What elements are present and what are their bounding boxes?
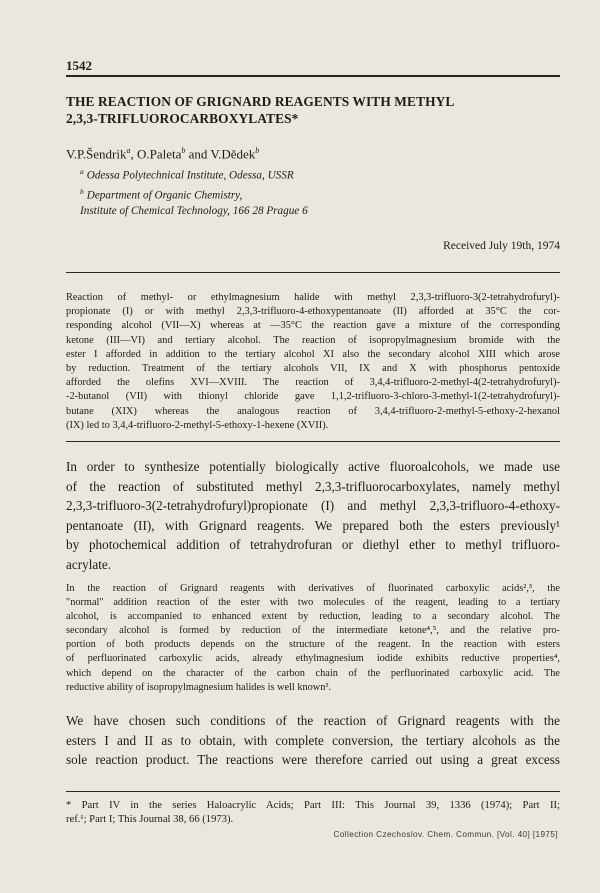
paragraph-line: which depend on the character of the carbon chain of the perfluorinated carboxylic acid. The [66,667,560,679]
footnote-rule [66,791,560,792]
footnote-line: ref.¹; Part I; This Journal 38, 66 (1973). [66,814,234,825]
affiliation-b-line-2: Institute of Chemical Technology, 166 28 Prague 6 [80,205,308,218]
paragraph-intro [66,457,560,574]
header-rule [66,75,560,77]
paragraph-line: reductive ability of isopropylmagnesium halides is well known³. [66,681,332,693]
page-number: 1542 [66,58,92,73]
affiliation-a: $^a$ Odessa Polytechnical Institute, Odessa, USSR [80,167,294,182]
abstract-line: by reduction. Treatment of the tertiary alcohols VII, IX and X with phosphorus pentoxide [66,363,560,375]
title-line-2: 2,3,3-TRIFLUOROCARBOXYLATES* [66,111,299,126]
author-3: V.Dědek [210,146,256,162]
abstract-line: ester I afforded in addition to the tertiary alcohol XI also the secondary alcohol XIII which arose [66,348,560,360]
paragraph-line: esters I and II as to obtain, with complete conversion, the tertiary alcohols as the [66,732,560,748]
paragraph-line: We have chosen such conditions of the reaction of Grignard reagents with the [66,713,560,728]
abstract-line: afforded the olefins XVI—XVIII. The reaction of 3,4,4-trifluoro-2-methyl-4(2-tetrahydrofuryl)- [66,377,560,389]
received-date: Received July 19th, 1974 [443,240,560,252]
author-1-affil: a [126,146,131,155]
abstract-line: butane (XIX) whereas the analogous reaction of 3,4,4-trifluoro-2-methyl-5-ethoxy-2-hexanol [66,405,560,417]
author-list: V.P.Šendrik$^a$, O.Paleta$^b$ and V.Dědek$^b$ [66,146,260,162]
paragraph-line: acrylate. [66,556,112,572]
paragraph-line: of perfluorinated carboxylic acids, already ethylmagnesium iodide exhibits reductive properties⁴, [66,653,560,665]
journal-citation: Collection Czechoslov. Chem. Commun. [Vol. 40] [1975] [333,830,558,839]
abstract-bottom-rule [66,441,560,442]
paragraph-line: In order to synthesize potentially biologically active fluoroalcohols, we made use [66,459,560,474]
paragraph-line: of the reaction of substituted methyl 2,3,3-trifluorocarboxylates, namely methyl [66,478,560,494]
abstract-line: (IX) led to 3,4,4-trifluoro-2-methyl-5-ethoxy-1-hexene (XVII). [66,419,329,431]
paragraph-line: sole reaction product. The reactions were therefore carried out using a great excess [66,752,560,767]
paragraph-line: pentanoate (II), with Grignard reagents. We prepared both the esters previously¹ [66,517,560,533]
abstract-line: propionate (I) or with methyl 2,3,3-trifluoro-4-ethoxypentanoate (II) afforded at 35°C the cor- [66,306,560,318]
author-3-affil: b [255,146,260,155]
paragraph-line: "normal" addition reaction of the ester with two molecules of the reagent, leading to a tertiary [66,597,560,609]
paragraph-line: secondary alcohol is formed by reduction of the intermediate ketone⁴,⁵, and the relative pro- [66,625,560,637]
abstract-line: responding alcohol (VII—X) whereas at —35°C the reaction gave a mixture of the corresponding [66,320,560,332]
footnote [66,799,560,827]
paragraph-conditions [66,711,560,770]
author-2-affil: b [181,146,186,155]
abstract-line: ketone (III—VI) and tertiary alcohol. The reaction of isopropylmagnesium bromide with the [66,334,560,346]
title-line-1: THE REACTION OF GRIGNARD REAGENTS WITH METHYL [66,94,455,109]
paragraph-line: In the reaction of Grignard reagents with derivatives of fluorinated carboxylic acids²,³, the [66,583,560,594]
article-title [66,93,560,127]
paragraph-line: by photochemical addition of tetrahydrofuran or diethyl ether to methyl trifluoro- [66,537,560,552]
abstract-line: Reaction of methyl- or ethylmagnesium halide with methyl 2,3,3-trifluoro-3(2-tetrahydrofuryl)- [66,292,560,303]
affiliation-b: $^b$ Department of Organic Chemistry, [80,187,243,202]
abstract [66,291,560,433]
author-2: O.Paleta [136,146,182,162]
affiliations [80,164,308,220]
author-1: V.P.Šendrik [66,146,127,162]
abstract-top-rule [66,272,560,273]
paragraph-line: portion of both products depends on the structure of the reagent. In the reaction with esters [66,639,560,651]
paragraph-line: alcohol, is accompanied to enhanced extent by reduction, leading to a secondary alcohol. The [66,611,560,623]
footnote-line: * Part IV in the series Haloacrylic Acids; Part III: This Journal 39, 1336 (1974); Part II; [66,800,560,811]
paragraph-line: 2,3,3-trifluoro-3(2-tetrahydrofuryl)propionate (I) and methyl 2,3,3-trifluoro-4-ethoxy- [66,498,560,513]
paragraph-grignard-background [66,582,560,695]
abstract-line: -2-butanol (VII) with thionyl chloride gave 1,1,2-trifluoro-3-chloro-3-methyl-1(2-tetrahydrofuryl)- [66,391,560,403]
